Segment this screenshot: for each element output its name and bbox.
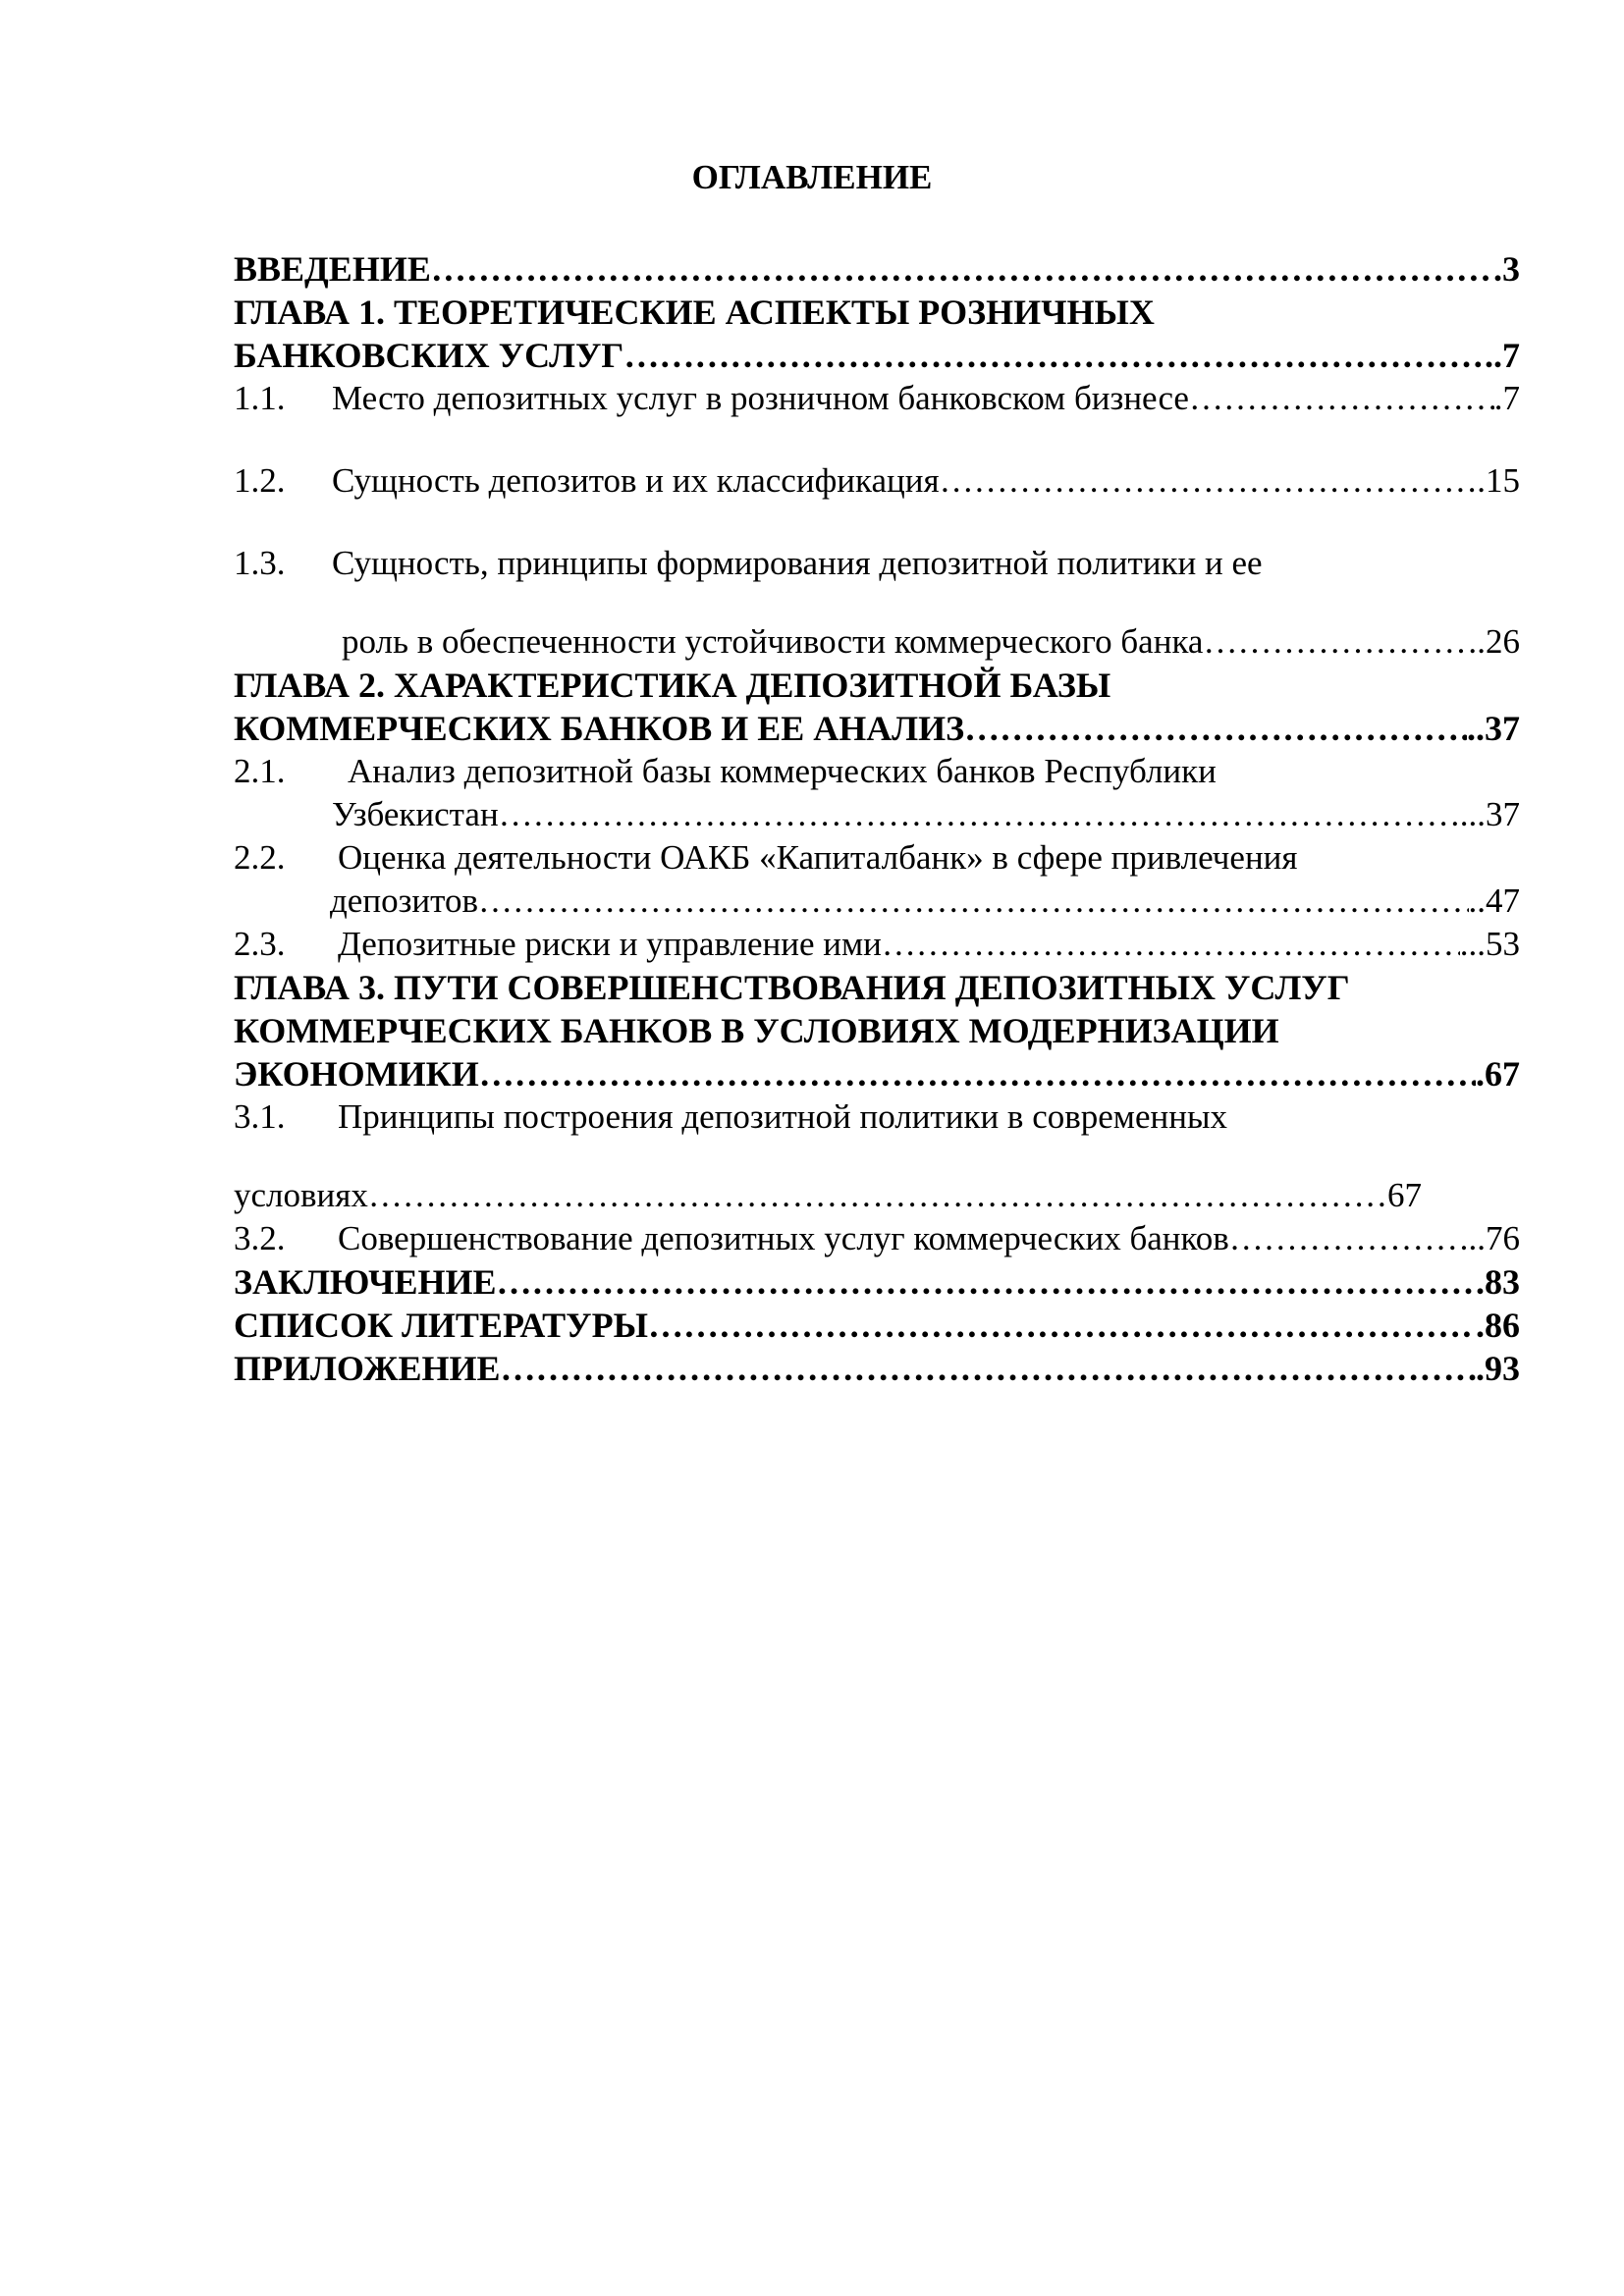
toc-section-1-2[interactable]	[234, 459, 1520, 503]
toc-chapter-3-title-1[interactable]	[234, 966, 1520, 1009]
toc-section-2-2[interactable]	[234, 880, 1520, 923]
toc-chapter-2[interactable]	[234, 707, 1520, 750]
toc-entry-title: роль в обеспеченности устойчивости коммерческого банка	[342, 622, 1204, 661]
toc-entry-title: ЗАКЛЮЧЕНИЕ	[234, 1262, 497, 1302]
toc-section-1-1[interactable]	[234, 377, 1520, 420]
toc-chapter-2-title[interactable]	[234, 664, 1520, 707]
dot-leader	[1229, 1217, 1469, 1260]
section-number: 3.1.	[234, 1097, 286, 1136]
toc-entry-title: Оценка деятельности ОАКБ «Капиталбанк» в сфере привлечения	[338, 838, 1298, 877]
section-number: 1.2.	[234, 461, 286, 500]
toc-section-3-1-title[interactable]	[234, 1095, 1520, 1139]
toc-entry-title: Сущность, принципы формирования депозитной политики и ее	[332, 544, 1263, 582]
toc-entry-title: Депозитные риски и управление ими	[338, 925, 882, 963]
toc-page-number: .7	[1493, 379, 1520, 417]
section-number: 1.1.	[234, 379, 286, 417]
toc-entry-title: ПРИЛОЖЕНИЕ	[234, 1349, 501, 1388]
dot-leader	[648, 1304, 1476, 1347]
toc-entry-conclusion[interactable]	[234, 1260, 1520, 1304]
dot-leader	[497, 1260, 1476, 1304]
dot-leader	[1203, 620, 1477, 664]
toc-section-2-3[interactable]	[234, 923, 1520, 966]
toc-page-number: .3	[1493, 249, 1520, 289]
toc-entry-appendix[interactable]	[234, 1347, 1520, 1390]
toc-page-number: .15	[1477, 461, 1520, 500]
toc-chapter-1-title[interactable]	[234, 291, 1520, 334]
toc-page-number: ..37	[1467, 709, 1520, 748]
toc-page-number: ..76	[1468, 1219, 1520, 1257]
toc-entry-title: БАНКОВСКИХ УСЛУГ	[234, 336, 624, 375]
toc-page-number: ..47	[1468, 881, 1520, 920]
toc-page-number: ...37	[1459, 795, 1520, 833]
toc-entry-title: СПИСОК ЛИТЕРАТУРЫ	[234, 1306, 648, 1345]
toc-page-number: .93	[1476, 1349, 1520, 1388]
section-number: 2.1.	[234, 752, 286, 790]
toc-page-number: .26	[1477, 622, 1520, 661]
dot-leader	[431, 247, 1493, 291]
toc-chapter-1[interactable]	[234, 334, 1520, 377]
toc-entry-title: КОММЕРЧЕСКИХ БАНКОВ В УСЛОВИЯХ МОДЕРНИЗАЦИИ	[234, 1011, 1279, 1050]
dot-leader	[499, 793, 1460, 836]
toc-entry-title: ГЛАВА 3. ПУТИ СОВЕРШЕНСТВОВАНИЯ ДЕПОЗИТНЫХ УСЛУГ	[234, 968, 1350, 1007]
toc-page-number: ..7	[1485, 336, 1520, 375]
toc-entry-title: условиях	[234, 1176, 368, 1214]
toc-entry-title: Узбекистан	[332, 795, 499, 833]
dot-leader	[368, 1174, 1387, 1217]
toc-entry-title: Место депозитных услуг в розничном банковском бизнесе	[332, 379, 1189, 417]
toc-entry-introduction[interactable]	[234, 247, 1520, 291]
section-number: 3.2.	[234, 1219, 286, 1257]
toc-section-3-1[interactable]	[234, 1174, 1422, 1217]
toc-page-number: 67	[1387, 1176, 1422, 1214]
dot-leader	[882, 923, 1460, 966]
toc-section-2-1[interactable]	[234, 793, 1520, 836]
toc-entry-title: Принципы построения депозитной политики в современных	[338, 1097, 1227, 1136]
toc-entry-literature[interactable]	[234, 1304, 1520, 1347]
page-title: ОГЛАВЛЕНИЕ	[691, 158, 933, 196]
toc-entry-title: ГЛАВА 1. ТЕОРЕТИЧЕСКИЕ АСПЕКТЫ РОЗНИЧНЫХ	[234, 293, 1155, 332]
toc-entry-title: ГЛАВА 2. ХАРАКТЕРИСТИКА ДЕПОЗИТНОЙ БАЗЫ	[234, 666, 1111, 705]
section-number: 1.3.	[234, 544, 286, 582]
section-number: 2.3.	[234, 925, 286, 963]
toc-section-1-3-title[interactable]	[234, 542, 1520, 585]
toc-page-number: .83	[1476, 1262, 1520, 1302]
toc-section-2-2-title[interactable]	[234, 836, 1520, 880]
toc-section-1-3[interactable]	[234, 620, 1520, 664]
toc-page-number: .67	[1476, 1054, 1520, 1094]
dot-leader	[1189, 377, 1494, 420]
dot-leader	[501, 1347, 1476, 1390]
dot-leader	[479, 1052, 1476, 1095]
toc-entry-title: депозитов	[330, 881, 478, 920]
toc-section-3-2[interactable]	[234, 1217, 1520, 1260]
toc-entry-title: Анализ депозитной базы коммерческих банков Республики	[348, 752, 1217, 790]
toc-entry-title: ВВЕДЕНИЕ	[234, 249, 431, 289]
toc-chapter-3-title-2[interactable]	[234, 1009, 1520, 1052]
toc-entry-title: Совершенствование депозитных услуг коммерческих банков	[338, 1219, 1229, 1257]
toc-entry-title: КОММЕРЧЕСКИХ БАНКОВ И ЕЕ АНАЛИЗ	[234, 709, 965, 748]
toc-chapter-3[interactable]	[234, 1052, 1520, 1095]
dot-leader	[478, 880, 1469, 923]
toc-entry-title: ЭКОНОМИКИ	[234, 1054, 479, 1094]
toc-entry-title: Сущность депозитов и их классификация	[332, 461, 940, 500]
table-of-contents	[234, 247, 1520, 1390]
toc-page-number: .86	[1476, 1306, 1520, 1345]
toc-section-2-1-title[interactable]	[234, 750, 1520, 793]
dot-leader	[623, 334, 1485, 377]
section-number: 2.2.	[234, 838, 286, 877]
toc-page-number: ...53	[1459, 925, 1520, 963]
dot-leader	[940, 459, 1478, 503]
dot-leader	[964, 707, 1467, 750]
